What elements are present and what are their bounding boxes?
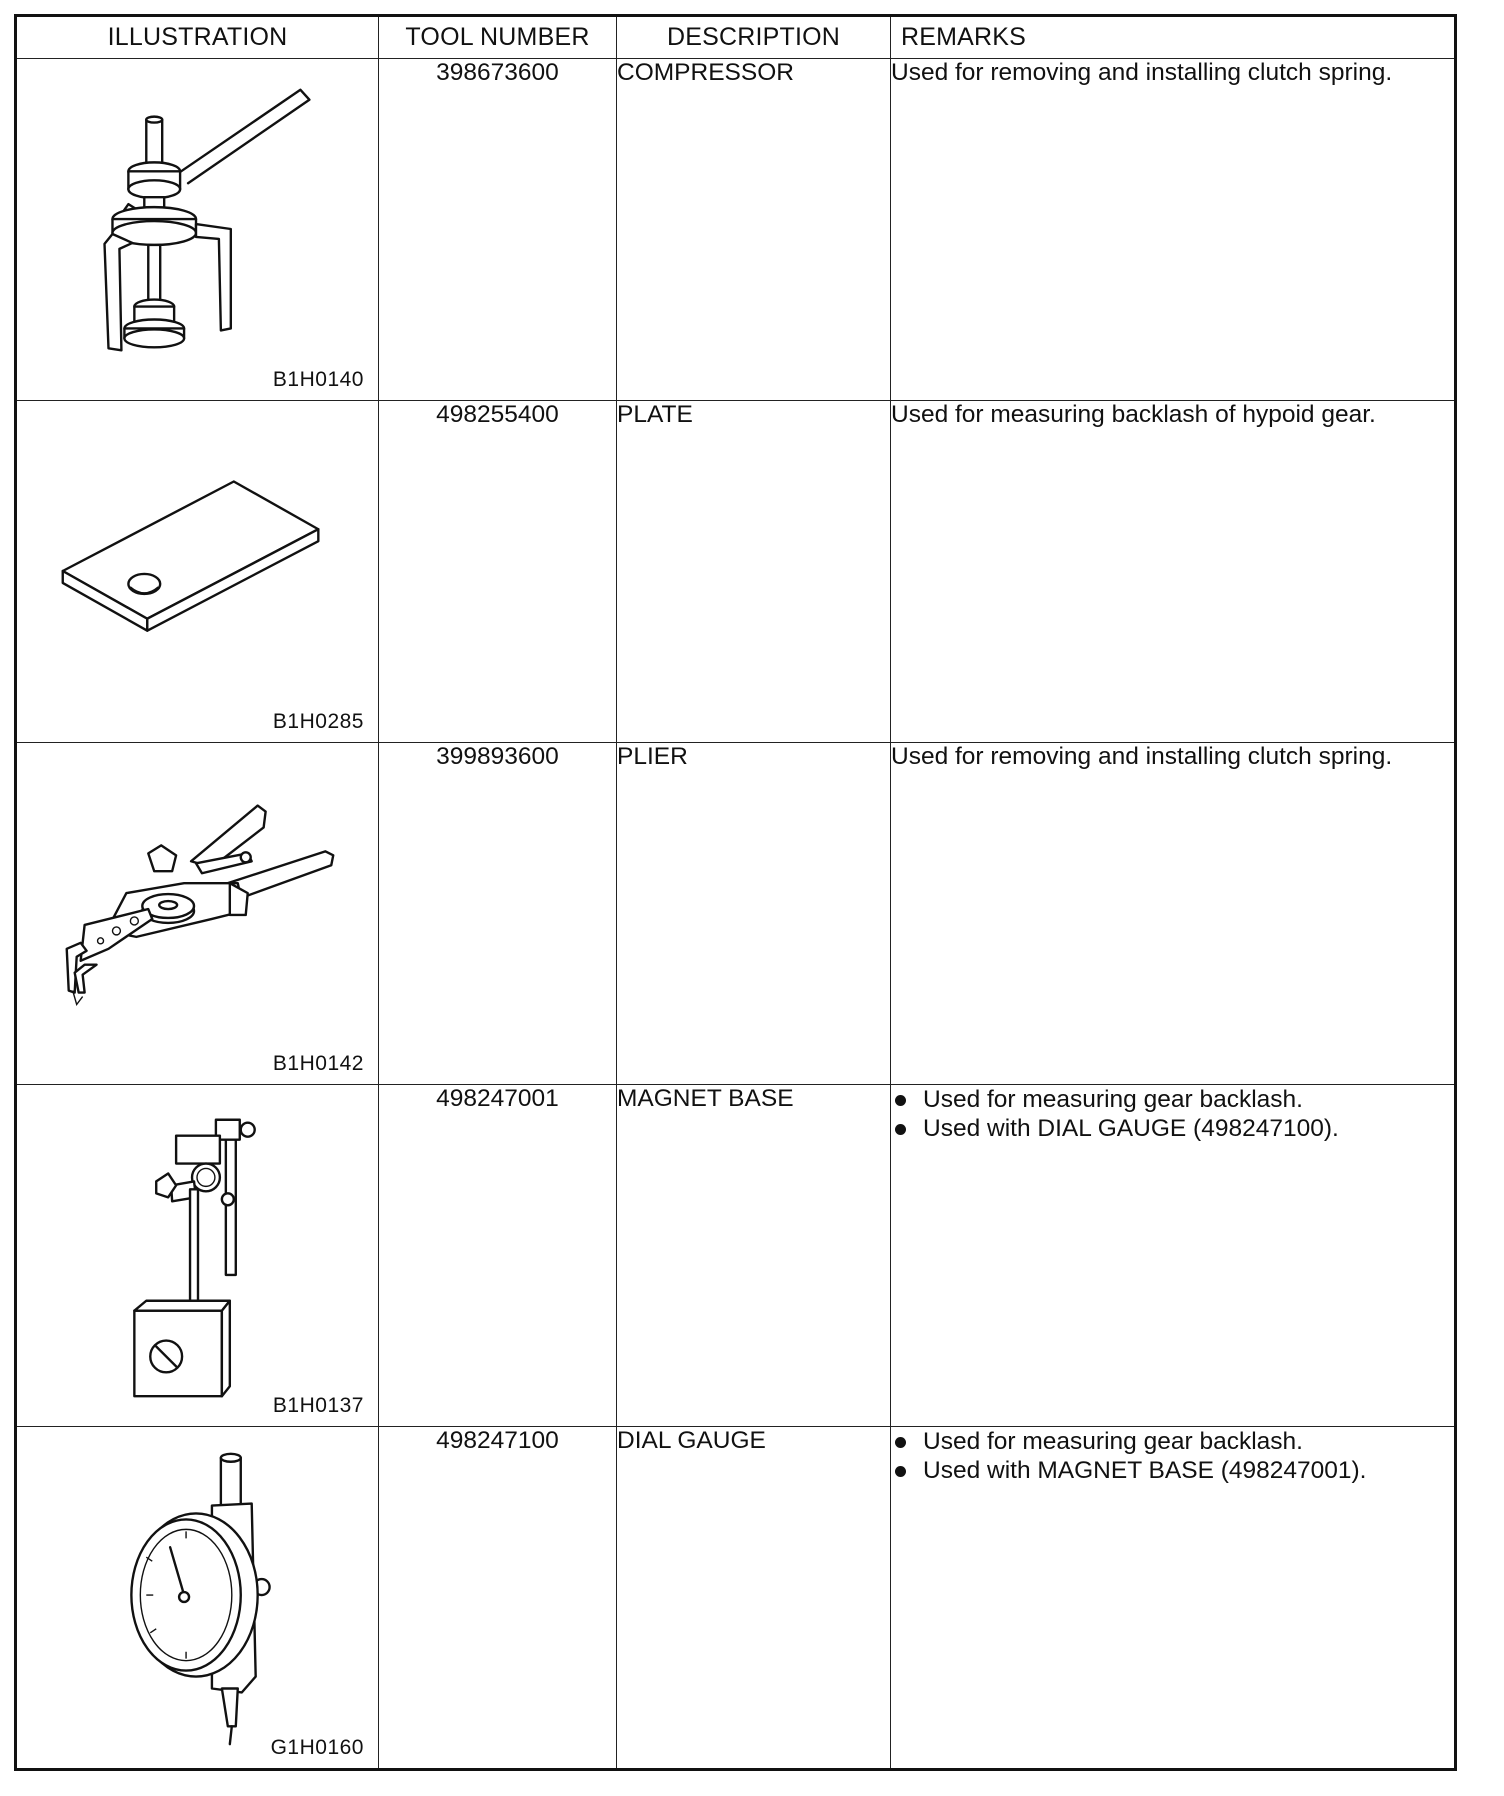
tool-remarks	[891, 1427, 1456, 1770]
header-illustration: ILLUSTRATION	[16, 16, 379, 59]
header-row	[16, 16, 1456, 59]
tool-description: MAGNET BASE	[617, 1085, 891, 1427]
table-row	[16, 1085, 1456, 1427]
header-tool-number: TOOL NUMBER	[379, 16, 617, 59]
illustration-cell	[16, 401, 379, 743]
illustration-code: B1H0285	[272, 710, 364, 733]
tool-number: 498255400	[379, 401, 617, 743]
dial-gauge-illustration	[17, 1427, 378, 1768]
tool-number: 399893600	[379, 743, 617, 1085]
tool-remarks: Used for removing and installing clutch spring.	[891, 59, 1456, 401]
tool-description: PLIER	[617, 743, 891, 1085]
illustration-code: G1H0160	[270, 1736, 364, 1759]
tool-number: 398673600	[379, 59, 617, 401]
list-item: Used for measuring gear backlash.	[891, 1085, 1454, 1114]
illustration-code: B1H0142	[272, 1052, 364, 1075]
special-tools-table	[14, 14, 1457, 1771]
illustration-cell	[16, 1085, 379, 1427]
illustration-cell	[16, 743, 379, 1085]
illustration-cell	[16, 1427, 379, 1770]
list-item: Used with DIAL GAUGE (498247100).	[891, 1114, 1454, 1143]
table-row	[16, 401, 1456, 743]
remarks-list	[891, 1085, 1454, 1143]
plier-illustration	[17, 743, 378, 1084]
illustration-code: B1H0140	[272, 368, 364, 391]
list-item: Used for measuring gear backlash.	[891, 1427, 1454, 1456]
table-row	[16, 1427, 1456, 1770]
plate-illustration	[17, 401, 378, 742]
tool-number: 498247001	[379, 1085, 617, 1427]
compressor-illustration	[17, 59, 378, 400]
tool-number: 498247100	[379, 1427, 617, 1770]
illustration-code: B1H0137	[272, 1394, 364, 1417]
tool-remarks: Used for removing and installing clutch spring.	[891, 743, 1456, 1085]
header-remarks: REMARKS	[891, 16, 1456, 59]
magnet-base-illustration	[17, 1085, 378, 1426]
tool-remarks	[891, 1085, 1456, 1427]
illustration-cell	[16, 59, 379, 401]
tool-description: DIAL GAUGE	[617, 1427, 891, 1770]
header-description: DESCRIPTION	[617, 16, 891, 59]
table-row	[16, 59, 1456, 401]
list-item: Used with MAGNET BASE (498247001).	[891, 1456, 1454, 1485]
tool-remarks: Used for measuring backlash of hypoid gear.	[891, 401, 1456, 743]
table-row	[16, 743, 1456, 1085]
tool-description: PLATE	[617, 401, 891, 743]
remarks-list	[891, 1427, 1454, 1485]
tool-description: COMPRESSOR	[617, 59, 891, 401]
